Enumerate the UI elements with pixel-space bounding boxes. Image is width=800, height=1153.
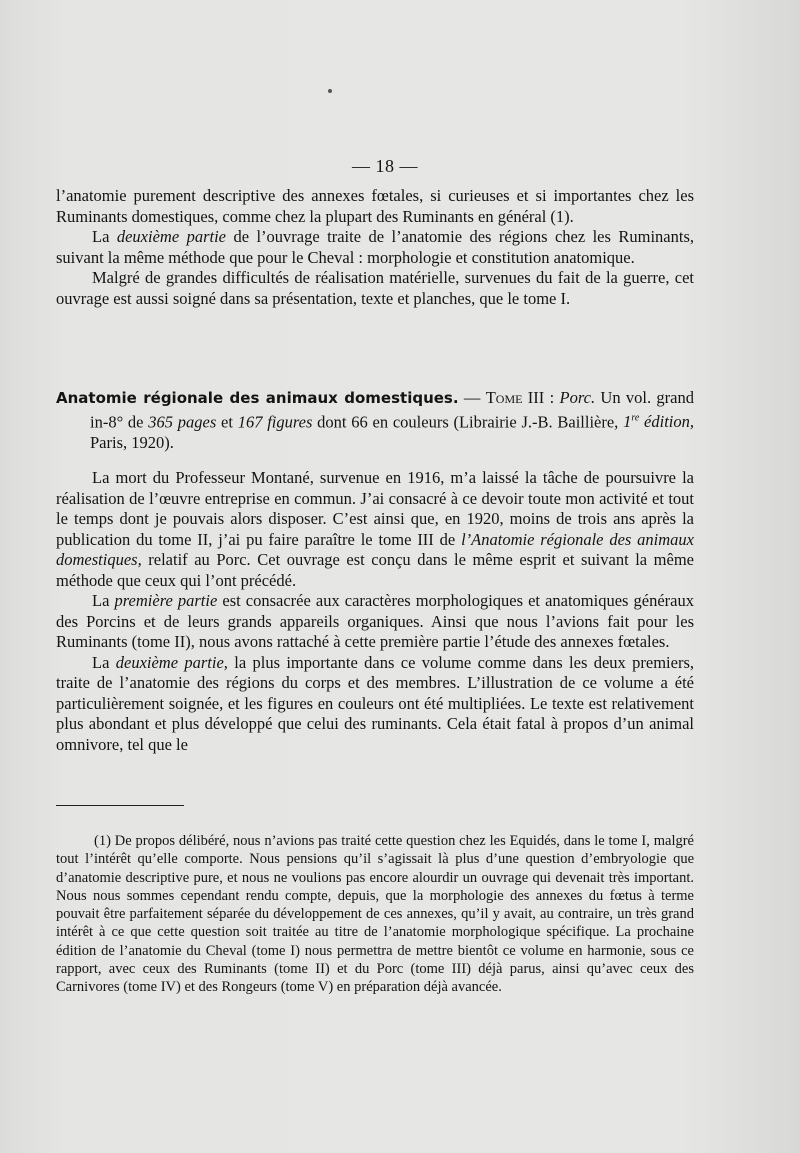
intro-text-block — [56, 186, 694, 309]
reference-figures: 167 figures — [237, 412, 313, 431]
paragraph-annexes: l’anatomie purement descriptive des annexes fœtales, si curieuses et si importantes chez les Ruminants domestiques, comme chez la plupart des Ruminants en général (1). — [56, 186, 694, 226]
emphasis-book-title: l’Anatomie régionale des animaux domestiques, — [56, 529, 694, 569]
main-text-block — [56, 468, 694, 755]
paragraph-montane: La mort du Professeur Montané, survenue en 1916, m’a laissé la tâche de poursuivre la réalisation de l’œuvre entreprise en commun. J’ai consacré à ce devoir toute mon activité et tout le temps dont je pouvais alors disposer. C’est ainsi que, en 1920, moins de trois ans après la publication du tome II, j’ai pu faire paraître le tome III de l’Anatomie régionale des animaux domestiques, relatif au Porc. Cet ouvrage est conçu dans le même esprit et suivant la même méthode que ceux qui l’ont précédé. — [56, 468, 694, 590]
paragraph-deuxieme-partie: La deuxième partie de l’ouvrage traite de l’anatomie des régions chez les Ruminants, suivant la même méthode que pour le Cheval : morphologie et constitution anatomique. — [56, 227, 695, 267]
page-number: — 18 — — [352, 156, 418, 176]
reference-pages: 365 pages — [148, 412, 217, 431]
reference-tome-iii: Anatomie régionale des animaux domestiques. — Tome III : Porc. Un vol. grand in-8° de 365 pages et 167 figures dont 66 en couleurs (Librairie J.-B. Baillière, 1re édition, Paris, 1920). — [56, 388, 694, 452]
emphasis-premiere-partie: première partie — [114, 591, 218, 610]
reference-title: Anatomie régionale des animaux domestiques. — [56, 389, 459, 407]
paragraph-guerre: Malgré de grandes difficultés de réalisation matérielle, survenues du fait de la guerre, cet ouvrage est aussi soigné dans sa présentation, texte et planches, que le tome I. — [56, 268, 694, 308]
reference-edition: 1re édition, — [623, 412, 694, 431]
paragraph-deuxieme-partie-porc: La deuxième partie, la plus importante dans ce volume comme dans les deux premiers, traite de l’anatomie des régions du corps et des membres. L’illustration de ce volume a été particulièrement soignée, et les figures en couleurs ont été multipliées. Le texte est relativement plus abondant et plus développé que celui des ruminants. Cela était fatal à propos d’un animal omnivore, tel que le — [56, 652, 694, 754]
emphasis-deuxieme-partie: deuxième partie — [116, 227, 227, 246]
reference-tome: Tome III — [485, 388, 545, 407]
ink-speck — [328, 89, 332, 93]
footnote: (1) De propos délibéré, nous n’avions pas traité cette question chez les Equidés, dans le tome I, malgré tout l’intérêt qu’elle comporte. Nous pensions qu’il s’agissait là plus d’une question d’embryologie que d’anatomie descriptive pure, et nous ne voulions pas encore alourdir un ouvrage qui devenait très important. Nous nous sommes cependant rendu compte, depuis, que la morphologie des annexes du fœtus à terme pouvait être parfaitement séparée du développement de ces annexes, qu’il y avait, au contraire, un très grand intérêt à ce que cette question soit traitée au titre de l’anatomie morphologique spécifique. La prochaine édition de l’anatomie du Cheval (tome I) nous permettra de mettre bientôt ce volume en harmonie, sous ce rapport, avec ceux des Ruminants (tome II) et du Porc (tome III) déjà parus, ainsi qu’avec ceux des Carnivores (tome IV) et des Rongeurs (tome V) en préparation déjà avancée. — [56, 833, 694, 996]
bibliographic-reference — [56, 388, 694, 453]
paragraph-premiere-partie: La première partie est consacrée aux caractères morphologiques et anatomiques généraux des Porcins et de leurs grands appareils organiques. Ainsi que nous l’avions fait pour les Ruminants (tome II), nous avons rattaché à cette première partie l’étude des annexes fœtales. — [56, 591, 694, 651]
reference-subject: Porc. — [559, 388, 596, 407]
emphasis-deuxieme-partie-porc: deuxième partie, — [115, 652, 228, 672]
footnote-separator — [56, 805, 184, 806]
